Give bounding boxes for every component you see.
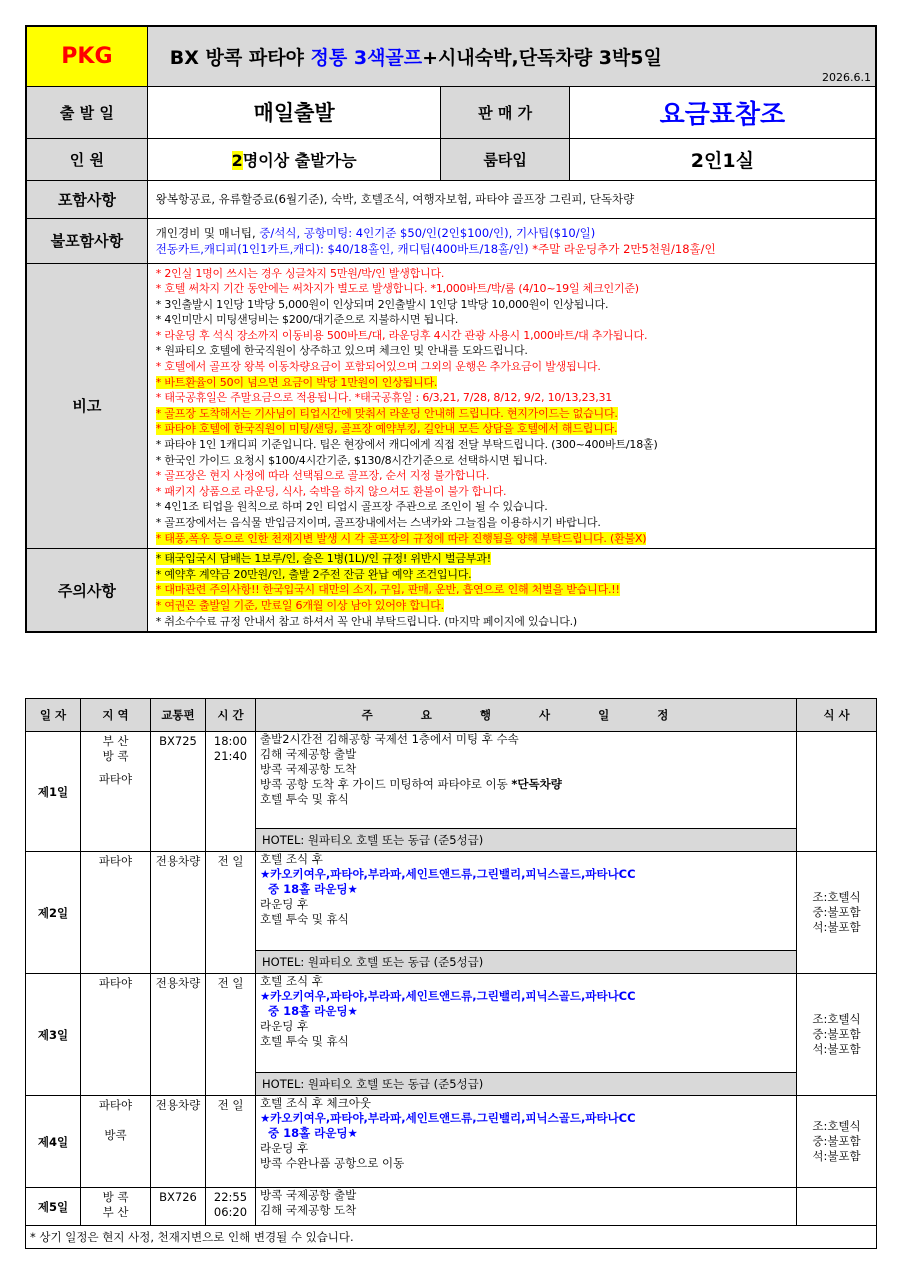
schedule-cell: 호텔 조식 후 ★카오키여우,파타야,부라파,세인트앤드류,그린밸리,피닉스골드,파타나CC 중 18홀 라운딩★ 라운딩 후 호텔 투숙 및 휴식 HOTEL: 원파티오 호텔 또는 동급 (준5성급) bbox=[256, 974, 797, 1096]
schedule-cell: 출발2시간전 김해공항 국제선 1층에서 미팅 후 수속 김해 국제공항 출발 방콕 국제공항 도착 방콕 공항 도착 후 가이드 미팅하여 파타야로 이동 *단독차량 호텔 투숙 및 휴식 HOTEL: 원파티오 호텔 또는 동급 (준5성급) bbox=[256, 732, 797, 852]
itinerary-row bbox=[26, 732, 877, 852]
remark-line: * 한국인 가이드 요청시 $100/4시간기준, $130/8시간기준으로 선택하시면 됩니다. bbox=[155, 453, 548, 467]
transport-cell: 전용차량 bbox=[151, 974, 206, 1096]
schedule-cell: 방콕 국제공항 출발 김해 국제공항 도착 bbox=[256, 1188, 797, 1226]
excluded-l1a: 개인경비 및 매너팁, bbox=[155, 225, 260, 240]
schedule-cell: 호텔 조식 후 체크아웃 ★카오키여우,파타야,부라파,세인트앤드류,그린밸리,피닉스골드,파타나CC 중 18홀 라운딩★ 라운딩 후 방콕 수완나품 공항으로 이동 bbox=[256, 1096, 797, 1188]
doc-date: 2026.6.1 bbox=[822, 70, 871, 84]
hotel-info: HOTEL: 원파티오 호텔 또는 동급 (준5성급) bbox=[256, 828, 796, 851]
caution-line-highlight: * 여권은 출발일 기준, 만료일 6개월 이상 남아 있어야 합니다. bbox=[155, 598, 444, 612]
itinerary-row bbox=[26, 1188, 877, 1226]
remark-line: * 원파티오 호텔에 한국직원이 상주하고 있으며 체크인 및 안내를 도와드립니다. bbox=[155, 344, 528, 358]
transport-cell: 전용차량 bbox=[151, 1096, 206, 1188]
excluded-label: 불포함사항 bbox=[26, 218, 147, 263]
time-cell: 18:00 21:40 bbox=[206, 732, 256, 852]
included-label: 포함사항 bbox=[26, 180, 147, 218]
time-cell: 전 일 bbox=[206, 852, 256, 974]
transport-cell: BX725 bbox=[151, 732, 206, 852]
cautions-label: 주의사항 bbox=[26, 549, 147, 632]
excluded-l2b: *주말 라운딩추가 2만5천원/18홀/인 bbox=[528, 241, 716, 256]
col-header-day: 일 자 bbox=[26, 699, 81, 732]
title-part-c: +시내숙박,단독차량 3박5일 bbox=[422, 46, 662, 69]
room-value: 2인1실 bbox=[569, 138, 876, 180]
price-label: 판 매 가 bbox=[441, 86, 569, 138]
remark-line: * 호텔 써차지 기간 동안에는 써차지가 별도로 발생합니다. *1,000바트/박/룸 (4/10~19일 체크인기준) bbox=[155, 282, 639, 296]
footnote: * 상기 일정은 현지 사정, 천재지변으로 인해 변경될 수 있습니다. bbox=[26, 1226, 877, 1249]
remark-line: * 골프장에서는 음식물 반입금지이며, 골프장내에서는 스낵카와 그늘집을 이용하시기 바랍니다. bbox=[155, 516, 601, 529]
time-cell: 22:55 06:20 bbox=[206, 1188, 256, 1226]
schedule-cell: 호텔 조식 후 ★카오키여우,파타야,부라파,세인트앤드류,그린밸리,피닉스골드,파타나CC 중 18홀 라운딩★ 라운딩 후 호텔 투숙 및 휴식 HOTEL: 원파티오 호텔 또는 동급 (준5성급) bbox=[256, 852, 797, 974]
region-cell: 파타야 bbox=[81, 852, 151, 974]
hotel-info: HOTEL: 원파티오 호텔 또는 동급 (준5성급) bbox=[256, 950, 796, 973]
col-header-region: 지 역 bbox=[81, 699, 151, 732]
package-title bbox=[147, 26, 876, 86]
remark-line: * 라운딩 후 석식 장소까지 이동비용 500바트/대, 라운딩후 4시간 관광 사용시 1,000바트/대 추가됩니다. bbox=[155, 328, 648, 342]
pax-value-text: 명이상 출발가능 bbox=[242, 150, 357, 170]
itinerary-row bbox=[26, 1096, 877, 1188]
package-summary-table bbox=[25, 25, 877, 633]
itinerary-table bbox=[25, 698, 877, 1249]
itinerary-row bbox=[26, 974, 877, 1096]
time-cell: 전 일 bbox=[206, 974, 256, 1096]
caution-line-highlight: * 대마관련 주의사항!! 한국입국시 대만의 소지, 구입, 판매, 운반, 흡연으로 인해 처벌을 받습니다.!! bbox=[155, 583, 620, 597]
remark-line: * 파타야 1인 1캐디피 기준입니다. 팁은 현장에서 캐디에게 직접 전달 부탁드립니다. (300~400바트/18홀) bbox=[155, 438, 658, 452]
region-cell: 파타야 bbox=[81, 974, 151, 1096]
title-part-a: BX 방콕 파타야 bbox=[169, 46, 311, 69]
excluded-l1b: 중/석식, 공항미팅: 4인기준 $50/인(2인$100/인), 기사팁($10/일) bbox=[259, 225, 596, 240]
excluded-l2a: 전동카트,캐디피(1인1카트,캐디): $40/18홀인, 캐디팁(400바트/18홀/인) bbox=[155, 241, 529, 256]
day-label: 제5일 bbox=[26, 1188, 81, 1226]
cautions-list bbox=[147, 549, 876, 632]
remark-line: * 태국공휴일은 주말요금으로 적용됩니다. *태국공휴일 : 6/3,21, 7/28, 8/12, 9/2, 10/13,23,31 bbox=[155, 391, 613, 405]
caution-line-highlight: * 태국입국시 담배는 1보루/인, 술은 1병(1L)/인 규정! 위반시 벌금부과! bbox=[155, 552, 491, 566]
caution-line-highlight: * 예약후 계약금 20만원/인, 출발 2주전 잔금 완납 예약 조건입니다. bbox=[155, 567, 472, 581]
hotel-info: HOTEL: 원파티오 호텔 또는 동급 (준5성급) bbox=[256, 1072, 796, 1095]
depart-label: 출 발 일 bbox=[26, 86, 147, 138]
meal-cell: 조:호텔식 중:불포함 석:불포함 bbox=[797, 852, 877, 974]
remark-line-highlight: * 바트환율이 50이 넘으면 요금이 박당 1만원이 인상됩니다. bbox=[155, 375, 438, 389]
meal-cell: 조:호텔식 중:불포함 석:불포함 bbox=[797, 1096, 877, 1188]
remarks-label: 비고 bbox=[26, 263, 147, 549]
col-header-schedule: 주 요 행 사 일 정 bbox=[256, 699, 797, 732]
transport-cell: 전용차량 bbox=[151, 852, 206, 974]
col-header-meal: 식 사 bbox=[797, 699, 877, 732]
pax-value bbox=[147, 138, 441, 180]
remark-line: * 골프장은 현지 사정에 따라 선택됨으로 골프장, 순서 지정 불가합니다. bbox=[155, 469, 490, 483]
day-label: 제2일 bbox=[26, 852, 81, 974]
remark-line: * 4인1조 티업을 원칙으로 하며 2인 티업시 골프장 주관으로 조인이 될 수 있습니다. bbox=[155, 500, 548, 514]
col-header-transport: 교통편 bbox=[151, 699, 206, 732]
room-label: 룸타입 bbox=[441, 138, 569, 180]
time-cell: 전 일 bbox=[206, 1096, 256, 1188]
region-cell: 부 산 방 콕 파타야 bbox=[81, 732, 151, 852]
meal-cell: 조:호텔식 중:불포함 석:불포함 bbox=[797, 974, 877, 1096]
region-cell: 방 콕 부 산 bbox=[81, 1188, 151, 1226]
remarks-list bbox=[147, 263, 876, 549]
included-text: 왕복항공료, 유류할증료(6월기준), 숙박, 호텔조식, 여행자보험, 파타야 골프장 그린피, 단독차량 bbox=[147, 180, 876, 218]
remark-line-highlight: * 파타야 호텔에 한국직원이 미팅/샌딩, 골프장 예약부킹, 길안내 모든 상담을 호텔에서 해드립니다. bbox=[155, 422, 618, 436]
title-part-b: 정통 3색골프 bbox=[310, 46, 423, 69]
day-label: 제1일 bbox=[26, 732, 81, 852]
remark-line-highlight: * 골프장 도착해서는 기사님이 티업시간에 맞춰서 라운딩 안내해 드립니다. 현지가이드는 없습니다. bbox=[155, 406, 618, 420]
depart-value: 매일출발 bbox=[147, 86, 441, 138]
caution-line: * 취소수수료 규정 안내서 참고 하셔서 꼭 안내 부탁드립니다. (마지막 페이지에 있습니다.) bbox=[155, 614, 578, 628]
col-header-time: 시 간 bbox=[206, 699, 256, 732]
price-value: 요금표참조 bbox=[569, 86, 876, 138]
day-label: 제3일 bbox=[26, 974, 81, 1096]
remark-line: * 4인미만시 미팅샌딩비는 $200/대기준으로 지불하시면 됩니다. bbox=[155, 313, 459, 327]
day-label: 제4일 bbox=[26, 1096, 81, 1188]
excluded-text bbox=[147, 218, 876, 263]
pax-min-number: 2 bbox=[231, 150, 243, 170]
remark-line: * 2인실 1명이 쓰시는 경우 싱글차지 5만원/박/인 발생합니다. bbox=[155, 266, 445, 280]
meal-cell bbox=[797, 732, 877, 852]
remark-line-highlight: * 태풍,폭우 등으로 인한 천재지변 발생 시 각 골프장의 규정에 따라 진행됨을 양해 부탁드립니다. (환불X) bbox=[155, 531, 647, 545]
transport-cell: BX726 bbox=[151, 1188, 206, 1226]
pkg-label: PKG bbox=[26, 26, 147, 86]
itinerary-row bbox=[26, 852, 877, 974]
region-cell: 파타야 방콕 bbox=[81, 1096, 151, 1188]
remark-line: * 3인출발시 1인당 1박당 5,000원이 인상되며 2인출발시 1인당 1박당 10,000원이 인상됩니다. bbox=[155, 297, 609, 311]
remark-line: * 호텔에서 골프장 왕복 이동차량요금이 포함되어있으며 그외의 운행은 추가요금이 발생됩니다. bbox=[155, 360, 601, 374]
remark-line: * 패키지 상품으로 라운딩, 식사, 숙박을 하지 않으셔도 환불이 불가 합니다. bbox=[155, 484, 507, 498]
pax-label: 인 원 bbox=[26, 138, 147, 180]
meal-cell bbox=[797, 1188, 877, 1226]
